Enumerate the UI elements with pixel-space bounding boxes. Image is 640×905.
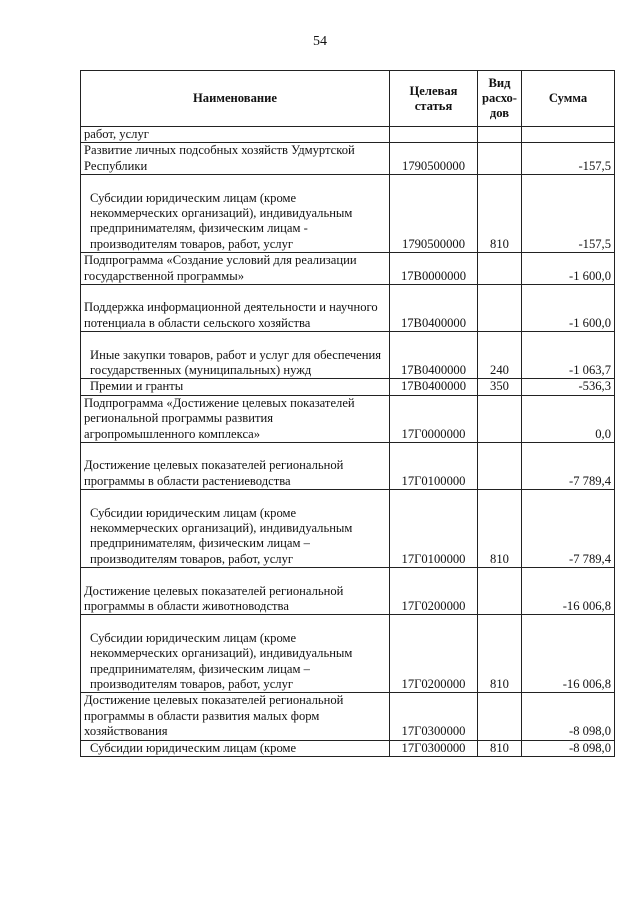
row-expense-type	[478, 443, 522, 490]
row-expense-type	[478, 693, 522, 740]
header-name: Наименование	[81, 71, 390, 127]
row-expense-type: 810	[478, 175, 522, 253]
row-target-article: 17Г0100000	[390, 443, 478, 490]
table-header-row	[81, 71, 615, 127]
row-amount: -1 063,7	[522, 332, 615, 379]
budget-table	[80, 70, 615, 757]
row-name: Подпрограмма «Достижение целевых показателей региональной программы развития агропромышленного комплекса»	[81, 395, 390, 442]
row-name: Субсидии юридическим лицам (кроме	[81, 740, 390, 756]
header-expense-type: Вид расхо-дов	[478, 71, 522, 127]
row-target-article: 17Г0100000	[390, 490, 478, 568]
header-amount: Сумма	[522, 71, 615, 127]
row-name: Премии и гранты	[81, 379, 390, 395]
row-amount: -1 600,0	[522, 253, 615, 285]
row-amount: -7 789,4	[522, 490, 615, 568]
table-row	[81, 175, 615, 253]
row-expense-type: 240	[478, 332, 522, 379]
row-expense-type	[478, 568, 522, 615]
row-target-article: 1790500000	[390, 175, 478, 253]
row-name: Субсидии юридическим лицам (кроме некоммерческих организаций), индивидуальным предпринимателям, физическим лицам – производителям товаров, работ, услуг	[81, 615, 390, 693]
table-row	[81, 615, 615, 693]
row-target-article: 1790500000	[390, 143, 478, 175]
row-amount: -1 600,0	[522, 285, 615, 332]
table-row	[81, 395, 615, 442]
row-target-article: 17Г0300000	[390, 740, 478, 756]
row-amount: -157,5	[522, 143, 615, 175]
table-row	[81, 332, 615, 379]
row-name: Субсидии юридическим лицам (кроме некоммерческих организаций), индивидуальным предпринимателям, физическим лицам - производителям товаров, работ, услуг	[81, 175, 390, 253]
row-name: работ, услуг	[81, 127, 390, 143]
table-row	[81, 253, 615, 285]
row-target-article: 17В0400000	[390, 379, 478, 395]
row-expense-type	[478, 127, 522, 143]
row-expense-type: 350	[478, 379, 522, 395]
row-expense-type	[478, 143, 522, 175]
table-row	[81, 568, 615, 615]
row-name: Иные закупки товаров, работ и услуг для обеспечения государственных (муниципальных) нужд	[81, 332, 390, 379]
row-amount: 0,0	[522, 395, 615, 442]
row-expense-type: 810	[478, 740, 522, 756]
header-target-article: Целевая статья	[390, 71, 478, 127]
table-row	[81, 693, 615, 740]
table-row	[81, 490, 615, 568]
table-body	[81, 127, 615, 757]
row-expense-type: 810	[478, 615, 522, 693]
row-target-article	[390, 127, 478, 143]
row-amount: -8 098,0	[522, 740, 615, 756]
row-name: Достижение целевых показателей региональной программы в области растениеводства	[81, 443, 390, 490]
row-amount: -7 789,4	[522, 443, 615, 490]
table-row	[81, 127, 615, 143]
row-target-article: 17Г0000000	[390, 395, 478, 442]
table-row	[81, 379, 615, 395]
row-target-article: 17Г0300000	[390, 693, 478, 740]
row-amount: -16 006,8	[522, 568, 615, 615]
row-expense-type	[478, 285, 522, 332]
table-row	[81, 143, 615, 175]
row-name: Развитие личных подсобных хозяйств Удмуртской Республики	[81, 143, 390, 175]
row-expense-type	[478, 395, 522, 442]
row-target-article: 17В0000000	[390, 253, 478, 285]
row-amount: -8 098,0	[522, 693, 615, 740]
page-number: 54	[313, 34, 327, 49]
row-name: Достижение целевых показателей региональной программы в области животноводства	[81, 568, 390, 615]
row-amount	[522, 127, 615, 143]
row-amount: -536,3	[522, 379, 615, 395]
row-target-article: 17В0400000	[390, 332, 478, 379]
row-target-article: 17Г0200000	[390, 568, 478, 615]
row-name: Субсидии юридическим лицам (кроме некоммерческих организаций), индивидуальным предпринимателям, физическим лицам – производителям товаров, работ, услуг	[81, 490, 390, 568]
row-amount: -157,5	[522, 175, 615, 253]
row-expense-type	[478, 253, 522, 285]
row-amount: -16 006,8	[522, 615, 615, 693]
row-name: Достижение целевых показателей региональной программы в области развития малых форм хозяйствования	[81, 693, 390, 740]
row-expense-type: 810	[478, 490, 522, 568]
row-target-article: 17Г0200000	[390, 615, 478, 693]
table-row	[81, 443, 615, 490]
row-name: Подпрограмма «Создание условий для реализации государственной программы»	[81, 253, 390, 285]
table-row	[81, 285, 615, 332]
row-name: Поддержка информационной деятельности и научного потенциала в области сельского хозяйства	[81, 285, 390, 332]
row-target-article: 17В0400000	[390, 285, 478, 332]
table-row	[81, 740, 615, 756]
